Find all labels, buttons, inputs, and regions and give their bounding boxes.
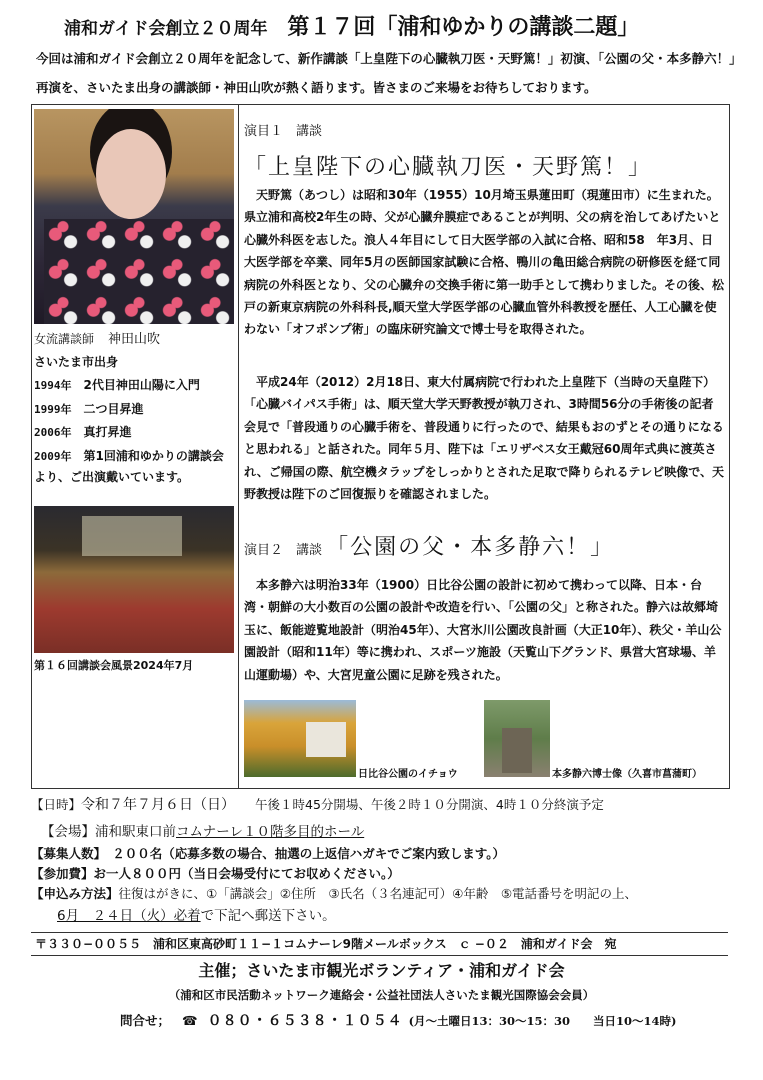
performer-origin: さいたま市出身 [34,355,119,370]
audience-photo-caption: 第１６回講談会風景2024年7月 [34,659,194,672]
history-item: 2009年 第1回浦和ゆかりの講談会より、ご出演戴いています。 [34,449,224,485]
mailing-address: 〒３３０−００５５ 浦和区東高砂町１１−１コムナーレ9階メールボックス ｃ −０２ 浦和ガイド会 宛 [31,932,728,956]
program1-title: 「上皇陛下の心臓執刀医・天野篤！」 [244,155,653,180]
network-membership: （浦和区市民活動ネットワーク連絡会・公益社団法人さいたま観光国際協会会員） [168,988,595,1002]
phone-icon: ☎ [182,1013,198,1028]
event-apply-row: 【申込み方法】往復はがきに、①「講談会」②住所 ③氏名（３名連記可）④年齢 ⑤電話番号を明記の上、 [31,886,638,901]
event-capacity-row: 【募集人数】 ２００名（応募多数の場合、抽選の上返信ハガキでご案内致します。） [31,846,506,861]
event-apply: 往復はがきに、①「講談会」②住所 ③氏名（３名連記可）④年齢 ⑤電話番号を明記の上、 [118,886,638,901]
event-fee-row: 【参加費】お一人８００円（当日会場受付にてお収めください。） [31,866,400,881]
event-deadline: 6月 ２４日（火）必着 [57,908,201,924]
audience-photo [34,506,234,653]
program2-body: 本多静六は明治33年（1900）日比谷公園の設計に初めて携わって以降、日本・台湾・朝鮮の大小数百の公園の設計や改造を行い、「公園の父」と称された。静六は故郷埼玉に、飯能遊覧地設計（明治45年）、大宮氷川公園改良計画（大正10年）、秩父・羊山公園設計（昭和11年）等に携われ、スポーツ施設（天覧山下グランド、県営大宮球場、羊山運動場）や、大宮児童公園に足跡を残された。 [244,578,722,682]
page-header [64,10,639,41]
org-anniversary: 浦和ガイド会創立２０周年 [64,19,268,39]
contact-hours: (月〜土曜日13：30〜15：30 当日10〜14時) [408,1014,677,1028]
performer-name: 神田山吹 [108,332,161,347]
event-deadline-row: 6月 ２４日（火）必着で下記へ郵送下さい。 [57,908,336,924]
event-date-row: 【日時】令和７年７月６日（日） 午後１時45分開場、午後２時１０分開演、4時１０分終演予定 [31,797,604,813]
contact-info: 問合せ； ☎ ０８０・６５３８・１０５４ (月〜土曜日13：30〜15：30 当日10〜14時) [120,1013,677,1029]
event-date: 令和７年７月６日（日） [81,797,236,813]
event-fee: お一人８００円（当日会場受付にてお収めください。） [93,866,400,881]
event-capacity: ２００名（応募多数の場合、抽選の上返信ハガキでご案内致します。） [112,846,506,861]
program1-label: 演目１ 講談 [244,124,323,139]
event-times: 午後１時45分開場、午後２時１０分開演、4時１０分終演予定 [255,797,604,812]
event-venue: コムナーレ１０階多目的ホール [176,824,365,840]
program2-title: 「公園の父・本多静六！」 [326,535,615,560]
program2-heading [244,530,724,569]
ginkgo-photo-caption: 日比谷公園のイチョウ [358,769,458,780]
history-item: 2006年 真打昇進 [34,424,132,439]
history-item: 1999年 二つ目昇進 [34,401,144,416]
performer-photo [34,109,234,324]
page-title: 第１７回「浦和ゆかりの講談二題」 [287,15,640,40]
intro-text: 今回は浦和ガイド会創立２０周年を記念して、新作講談「上皇陛下の心臓執刀医・天野篤！」初演、「公園の父・本多静六！」再演を、さいたま出身の講談師・神田山吹が熱く語ります。皆さまのご来場をお待ちしております。 [36,51,736,95]
program1-body-2: 平成24年（2012）2月18日、東大付属病院で行われた上皇陛下（当時の天皇陛下）「心臓バイパス手術」は、順天堂大学天野教授が執刀され、3時間56分の手術後の記者会見で「普段通りの心臓手術を、普段通りに行ったので、結果もおのずとその通りになると思われる」と話された。同年５月、陛下は「エリザベス女王戴冠60周年式典に渡英され、ご帰国の際、航空機タラップをしっかりとされた足取で降りられるテレビ映像で、天野教授は陛下のご回復振りを確認されました。 [244,375,725,502]
organizer: 主催；さいたま市観光ボランティア・浦和ガイド会 [198,961,565,980]
column-divider [238,104,239,788]
performer-role: 女流講談師 [34,332,95,346]
statue-photo [484,700,550,777]
program2-label: 演目２ 講談 [244,543,323,558]
history-item: 1994年 2代目神田山陽に入門 [34,378,200,393]
program1-heading [244,114,724,189]
program1-body: 天野篤（あつし）は昭和30年（1955）10月埼玉県蓮田町（現蓮田市）に生まれた。県立浦和高校2年生の時、父が心臓弁膜症であることが判明、父の病を治してあげたいと心臓外科医を志した。浪人４年目にして日大医学部の入試に合格、昭和58 年3月、日大医学部を卒業、同年5月の医師国家試験に合格、鴨川の亀田総合病院の研修医を経て同病院の外科医となり、父の心臓弁の交換手術に第一助手として携わりました。その後、松戸の新東京病院の外科科長,順天堂大学医学部の心臓血管外科教授を歴任、人工心臓を使わない「オフポンプ術」の臨床研究論文で博士号を取得された。 [244,188,725,337]
event-venue-row: 【会場】浦和駅東口前コムナーレ１０階多目的ホール [41,824,365,840]
performer-profile [34,328,234,487]
contact-phone[interactable]: ０８０・６５３８・１０５４ [207,1013,403,1029]
ginkgo-photo [244,700,356,777]
statue-photo-caption: 本多静六博士像（久喜市菖蒲町） [552,769,702,780]
